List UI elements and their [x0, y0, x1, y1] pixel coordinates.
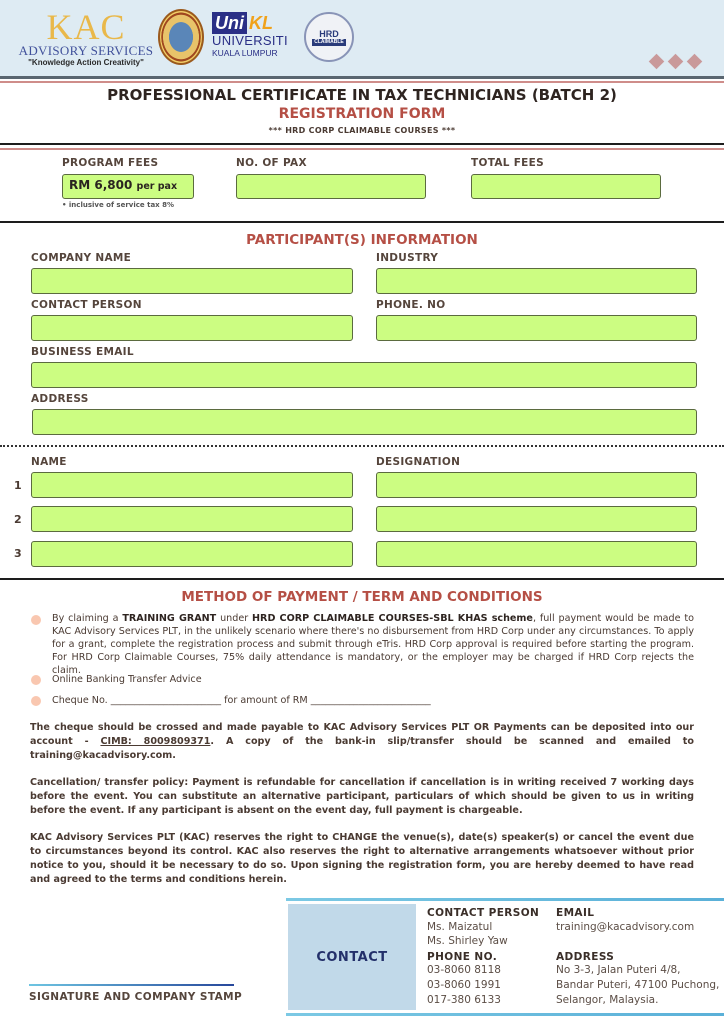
address-field[interactable]	[32, 409, 697, 435]
participant-name-input[interactable]	[32, 507, 352, 531]
contact-title-block	[288, 904, 416, 1010]
payment-terms-heading: METHOD OF PAYMENT / TERM AND CONDITIONS	[181, 589, 543, 605]
grant-text: under	[216, 613, 253, 624]
total-fees-field[interactable]	[471, 174, 661, 199]
address-input[interactable]	[33, 410, 696, 434]
contact-address-1: No 3-3, Jalan Puteri 4/8,	[556, 964, 681, 976]
company-name-input[interactable]	[32, 269, 352, 293]
bullet-icon	[31, 615, 41, 625]
no-of-pax-field[interactable]	[236, 174, 426, 199]
cancellation-policy: Cancellation/ transfer policy: Payment is refundable for cancellation if cancellation is in writing received 7 working days before the event. You can substitute an alternative participant, particulars of which should be given to us in writing before the event. If any participant is absent on the event day, full payment is chargeable.	[30, 777, 694, 816]
company-name-field[interactable]	[31, 268, 353, 294]
course-title: PROFESSIONAL CERTIFICATE IN TAX TECHNICIANS (BATCH 2)	[107, 86, 617, 104]
row-number: 2	[14, 513, 22, 526]
participant-designation-input[interactable]	[377, 542, 696, 566]
company-name-label: COMPANY NAME	[31, 252, 132, 264]
phone-heading: PHONE NO.	[427, 951, 498, 963]
contact-phone-2: 03-8060 1991	[427, 979, 501, 991]
cheque-para-text: . A copy of the bank-in slip/transfer should be scanned and emailed to training@kacadvisory.com.	[30, 736, 694, 761]
signature-line[interactable]	[29, 984, 234, 986]
participant-designation-field[interactable]	[376, 541, 697, 567]
row-number: 1	[14, 479, 22, 492]
hrd-claimable-badge-icon	[304, 12, 354, 62]
dotted-divider	[0, 445, 724, 447]
unikl-logo-line1: UNIVERSITI	[212, 33, 288, 48]
program-fees-unit: per pax	[136, 181, 178, 192]
program-fees-value	[69, 178, 177, 192]
grant-text: By claiming a	[52, 613, 123, 624]
section-divider	[0, 221, 724, 223]
section-accent-divider	[0, 148, 724, 150]
contact-phone-3: 017-380 6133	[427, 994, 501, 1006]
tax-note: • inclusive of service tax 8%	[62, 201, 174, 209]
total-fees-label: TOTAL FEES	[471, 157, 544, 169]
online-banking-option[interactable]	[31, 675, 41, 685]
business-email-input[interactable]	[32, 363, 696, 387]
bank-account-number: CIMB: 8009809371	[100, 736, 211, 747]
program-fees-amount: RM 6,800	[69, 178, 133, 192]
cheque-label: Cheque No. _______________________ for amount of RM _________________________	[52, 695, 431, 706]
grant-bold-training-grant: TRAINING GRANT	[122, 613, 217, 624]
total-fees-input[interactable]	[472, 176, 660, 199]
kac-logo-name: KAC	[46, 7, 126, 47]
program-fees-label: PROGRAM FEES	[62, 157, 159, 169]
address-heading: ADDRESS	[556, 951, 615, 963]
cheque-para-text: The cheque should be crossed and made payable to KAC Advisory Services PLT OR Payments can be deposited into our account -	[30, 722, 694, 747]
contact-person-field[interactable]	[31, 315, 353, 341]
participant-info-heading: PARTICIPANT(S) INFORMATION	[246, 232, 478, 248]
contact-phone-1: 03-8060 8118	[427, 964, 501, 976]
participant-designation-field[interactable]	[376, 506, 697, 532]
participant-designation-input[interactable]	[377, 507, 696, 531]
signature-label: SIGNATURE AND COMPANY STAMP	[29, 991, 243, 1003]
reserves-right-clause: KAC Advisory Services PLT (KAC) reserves the right to CHANGE the venue(s), date(s) speaker(s) or cancel the event due to circumstances beyond its control. KAC also reserves the right to alternative arrangements whatsoever without prior notice to you, should it be necessary to do so. Upon signing the registration form, you are hereby deemed to have read and agreed to the terms and conditions herein.	[30, 832, 694, 885]
participant-name-input[interactable]	[32, 473, 352, 497]
industry-field[interactable]	[376, 268, 697, 294]
kac-logo-subtitle: ADVISORY SERVICES	[18, 43, 154, 58]
row-number: 3	[14, 547, 22, 560]
unikl-logo	[212, 12, 288, 58]
contact-person-input[interactable]	[32, 316, 352, 340]
contact-person-label: CONTACT PERSON	[31, 299, 142, 311]
participant-name-field[interactable]	[31, 472, 353, 498]
contact-bottom-border	[286, 1013, 724, 1016]
participant-designation-field[interactable]	[376, 472, 697, 498]
kac-logo-tagline: "Knowledge Action Creativity"	[28, 58, 144, 67]
phone-label: PHONE. NO	[376, 299, 446, 311]
diamond-icon	[687, 54, 703, 70]
header-banner	[0, 0, 724, 76]
unikl-logo-uni: Uni	[212, 12, 247, 34]
participant-name-field[interactable]	[31, 506, 353, 532]
business-email-field[interactable]	[31, 362, 697, 388]
contact-panel	[286, 898, 724, 1016]
online-banking-label: Online Banking Transfer Advice	[52, 674, 202, 685]
diamond-icon	[668, 54, 684, 70]
phone-input[interactable]	[377, 316, 696, 340]
unikl-logo-kl: KL	[249, 13, 273, 33]
no-of-pax-input[interactable]	[237, 176, 425, 199]
hrd-badge-bottom: CLAIMABLE	[314, 38, 344, 45]
kac-logo	[16, 7, 156, 67]
decorative-diamonds	[651, 56, 700, 67]
training-grant-term	[52, 612, 694, 677]
diamond-icon	[649, 54, 665, 70]
email-heading: EMAIL	[556, 907, 595, 919]
contact-title: CONTACT	[316, 949, 388, 965]
participant-name-input[interactable]	[32, 542, 352, 566]
university-seal-icon	[158, 9, 204, 65]
hrd-badge-top: HRD	[319, 28, 339, 39]
hrd-claimable-note: *** HRD CORP CLAIMABLE COURSES ***	[268, 126, 456, 135]
industry-label: INDUSTRY	[376, 252, 439, 264]
section-divider	[0, 143, 724, 145]
section-divider	[0, 578, 724, 580]
no-of-pax-label: NO. OF PAX	[236, 157, 307, 169]
form-title: REGISTRATION FORM	[278, 106, 446, 122]
program-fees-field	[62, 174, 194, 199]
grant-bold-scheme: HRD CORP CLAIMABLE COURSES-SBL KHAS scheme	[252, 613, 533, 624]
contact-person-1: Ms. Maizatul	[427, 921, 493, 933]
header-divider	[0, 76, 724, 79]
designation-column-label: DESIGNATION	[376, 456, 461, 468]
contact-person-heading: CONTACT PERSON	[427, 907, 540, 919]
contact-top-border	[286, 898, 724, 901]
cheque-payment-paragraph	[30, 721, 694, 763]
participant-name-field[interactable]	[31, 541, 353, 567]
header-accent-divider	[0, 81, 724, 83]
cheque-option[interactable]	[31, 696, 41, 706]
name-column-label: NAME	[31, 456, 67, 468]
business-email-label: BUSINESS EMAIL	[31, 346, 134, 358]
grant-text: , full payment would be made to KAC Advisory Services PLT, in the unlikely scenario where there's no disbursement from HRD Corp under any circumstances. To apply for a grant, complete the registration process and submit through eTris. HRD Corp approval is required before starting the program. For HRD Corp Claimable Courses, 75% daily attendance is mandatory, or the employer may be charged if HRD Corp rejects the claim.	[52, 613, 695, 676]
participant-designation-input[interactable]	[377, 473, 696, 497]
contact-person-2: Ms. Shirley Yaw	[427, 935, 508, 947]
contact-address-2: Bandar Puteri, 47100 Puchong,	[556, 979, 720, 991]
phone-field[interactable]	[376, 315, 697, 341]
address-label: ADDRESS	[31, 393, 89, 405]
contact-address-3: Selangor, Malaysia.	[556, 994, 659, 1006]
industry-input[interactable]	[377, 269, 696, 293]
unikl-logo-line2: KUALA LUMPUR	[212, 48, 278, 58]
contact-email[interactable]: training@kacadvisory.com	[556, 921, 695, 933]
